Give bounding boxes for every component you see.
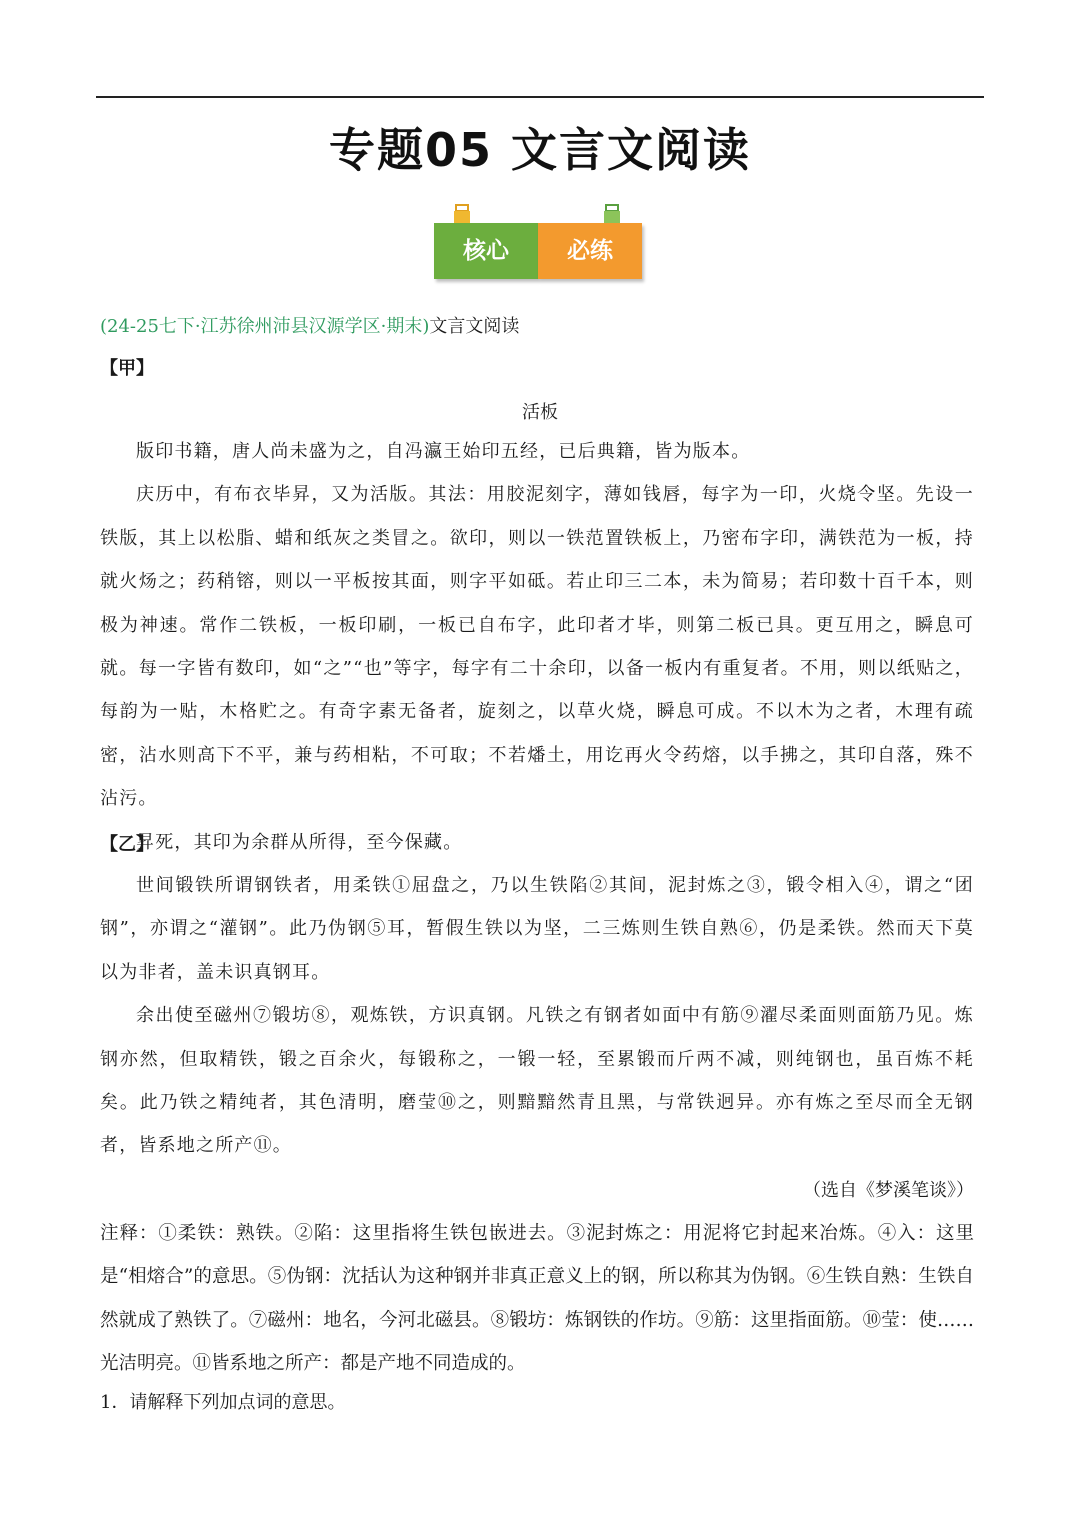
passage-yi	[100, 864, 974, 1168]
paragraph: 庆历中，有布衣毕昇，又为活版。其法：用胶泥刻字，薄如钱唇，每字为一印，火烧令坚。先设一铁版，其上以松脂、蜡和纸灰之类冒之。欲印，则以一铁范置铁板上，乃密布字印，满铁范为一板，持就火炀之；药稍镕，则以一平板按其面，则字平如砥。若止印三二本，未为简易；若印数十百千本，则极为神速。常作二铁板，一板印刷，一板已自布字，此印者才毕，则第二板已具。更互用之，瞬息可就。每一字皆有数印，如“之”“也”等字，每字有二十余印，以备一板内有重复者。不用，则以纸贴之，每韵为一贴，木格贮之。有奇字素无备者，旋刻之，以草火烧，瞬息可成。不以木为之者，木理有疏密，沾水则高下不平，兼与药相粘，不可取；不若燔土，用讫再火令药熔，以手拂之，其印自落，殊不沾污。	[100, 484, 974, 810]
core-practice-badge	[434, 203, 642, 281]
question-1: 1．请解释下列加点词的意思。	[100, 1392, 346, 1413]
top-rule	[96, 96, 984, 98]
paragraph: 昇死，其印为余群从所得，至今保藏。	[136, 831, 463, 853]
passage-jia	[100, 430, 974, 864]
paragraph: 世间锻铁所谓钢铁者，用柔铁①屈盘之，乃以生铁陷②其间，泥封炼之③，锻令相入④，谓之“团钢”，亦谓之“灌钢”。此乃伪钢⑤耳，暂假生铁以为坚，二三炼则生铁自熟⑥，仍是柔铁。然而天下莫以为非者，盖未识真钢耳。	[100, 875, 974, 983]
passage-title: 活板	[522, 402, 558, 423]
badge-practice: 必练	[538, 223, 642, 279]
section-label-jia: 【甲】	[100, 358, 154, 379]
source-label: 文言文阅读	[429, 316, 520, 337]
question-source	[100, 312, 519, 338]
page-title: 专题05 文言文阅读	[328, 123, 752, 177]
section-label-yi: 【乙】	[100, 834, 154, 855]
source-tag: (24-25七下·江苏徐州沛县汉源学区·期末)	[100, 316, 430, 337]
annotations: 注释：①柔铁：熟铁。②陷：这里指将生铁包嵌进去。③泥封炼之：用泥将它封起来冶炼。④入：这里是“相熔合”的意思。⑤伪钢：沈括认为这种钢并非真正意义上的钢，所以称其为伪钢。⑥生铁自熟：生铁自然就成了熟铁了。⑦磁州：地名，今河北磁县。⑧锻坊：炼钢铁的作坊。⑨筋：这里指面筋。⑩莹：使……光洁明亮。⑪皆系地之所产：都是产地不同造成的。	[100, 1223, 974, 1375]
passage-source: （选自《梦溪笔谈》）	[803, 1180, 974, 1201]
badge-core: 核心	[434, 223, 538, 279]
paragraph: 版印书籍，唐人尚未盛为之，自冯瀛王始印五经，已后典籍，皆为版本。	[136, 441, 751, 462]
paragraph: 余出使至磁州⑦锻坊⑧，观炼铁，方识真钢。凡铁之有钢者如面中有筋⑨濯尽柔面则面筋乃见。炼钢亦然，但取精铁，锻之百余火，每锻称之，一锻一轻，至累锻而斤两不减，则纯钢也，虽百炼不耗矣。此乃铁之精纯者，其色清明，磨莹⑩之，则黯黯然青且黑，与常铁迥异。亦有炼之至尽而全无钢者，皆系地之所产⑪。	[100, 1005, 974, 1157]
